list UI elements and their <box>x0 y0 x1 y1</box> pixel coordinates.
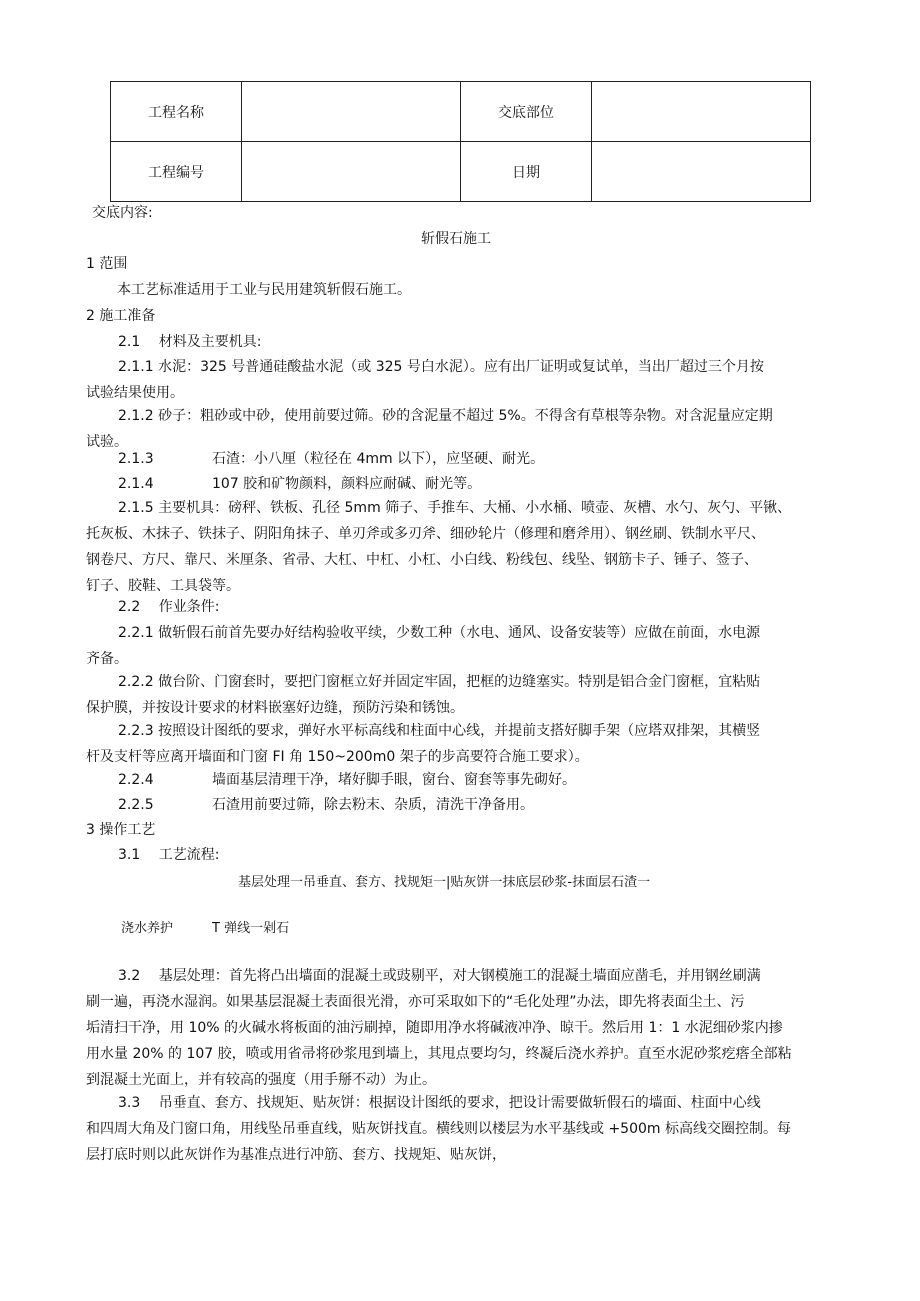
para-line: 杆及支杆等应离开墙面和门窗 FI 角 150~200m0 架子的步高要符合施工要求）。 <box>86 749 589 765</box>
header-row-1 <box>111 82 811 142</box>
header-table <box>110 81 811 202</box>
item-2-2-5-text: 石渣用前要过筛，除去粉末、杂质，清洗干净备用。 <box>212 797 534 813</box>
process-flow-line-1: 基层处理一吊垂直、套方、找规矩一|贴灰饼一抹底层砂浆-抹面层石渣一 <box>238 875 651 890</box>
para-line: 3.2 基层处理：首先将凸出墙面的混凝土或豉剔平，对大钢模施工的混凝土墙面应凿毛，并用钢丝刷满 <box>118 968 761 984</box>
section-2-1: 2.1 材料及主要机具: <box>118 334 262 350</box>
para-line: 托灰板、木抹子、铁抹子、阴阳角抹子、单刃斧或多刃斧、细砂轮片（修理和磨斧用）、钢丝刷、铁制水平尺、 <box>86 526 765 542</box>
section-2-2: 2.2 作业条件: <box>118 599 220 615</box>
para-line: 和四周大角及门窗口角，用线坠吊垂直线，贴灰饼找直。横线则以楼层为水平基线或 +500m 标高线交圈控制。每 <box>86 1121 791 1137</box>
para-2-2-1 <box>86 620 834 672</box>
process-flow-line-2a: 浇水养护 <box>121 921 174 936</box>
para-3-3 <box>86 1090 834 1168</box>
para-line: 2.2.1 做斩假石前首先要办好结构验收平续，少数工种（水电、通风、设备安装等）应做在前面，水电源 <box>118 625 761 641</box>
item-2-2-4-text: 墙面基层清理干净，堵好脚手眼，窗台、窗套等事先砌好。 <box>212 772 576 788</box>
para-line: 试验。 <box>86 434 128 450</box>
project-name-field[interactable] <box>242 82 461 142</box>
para-line: 钉子、胶鞋、工具袋等。 <box>86 578 240 594</box>
para-line: 试验结果使用。 <box>86 385 184 401</box>
item-2-1-3-text: 石渣：小八厘（粒径在 4mm 以下），应坚硬、耐光。 <box>212 451 545 467</box>
item-2-1-4-num: 2.1.4 <box>118 476 154 492</box>
para-line: 层打底时则以此灰饼作为基准点进行冲筋、套方、找规矩、贴灰饼， <box>86 1147 506 1163</box>
handover-part-field[interactable] <box>592 82 811 142</box>
para-3-2 <box>86 963 834 1093</box>
project-no-label: 工程编号 <box>111 142 242 202</box>
para-2-1-5 <box>86 495 834 599</box>
section-3-heading: 3 操作工艺 <box>86 822 156 838</box>
para-2-2-2 <box>86 669 834 721</box>
process-flow-line-2b: T 弹线一剁石 <box>212 921 290 936</box>
section-3-1: 3.1 工艺流程: <box>118 847 220 863</box>
date-field[interactable] <box>592 142 811 202</box>
content-label: 交底内容: <box>92 205 153 221</box>
para-line: 2.1.5 主要机具：磅秤、铁板、孔径 5mm 筛子、手推车、大桶、小水桶、喷壶、灰槽、水勺、灰勺、平锹、 <box>118 500 792 516</box>
para-line: 刷一遍，再浇水湿润。如果基层混凝土表面很光滑，亦可采取如下的“毛化处理”办法，即先将表面尘土、污 <box>86 994 745 1010</box>
section-1-heading: 1 范围 <box>86 256 128 272</box>
para-line: 垢清扫干净，用 10% 的火碱水将板面的油污刷掉，随即用净水将碱液冲净、晾干。然后用 1：1 水泥细砂浆内掺 <box>86 1020 783 1036</box>
para-line: 2.1.2 砂子：粗砂或中砂，使用前要过筛。砂的含泥量不超过 5%。不得含有草根等杂物。对含泥量应定期 <box>118 408 773 424</box>
item-2-2-4-num: 2.2.4 <box>118 772 154 788</box>
para-2-1-2 <box>86 403 834 455</box>
para-line: 齐备。 <box>86 651 128 667</box>
document-title: 斩假石施工 <box>421 231 491 247</box>
item-2-1-3-num: 2.1.3 <box>118 451 154 467</box>
para-line: 到混凝土光面上，并有较高的强度（用手掰不动）为止。 <box>86 1072 436 1088</box>
project-name-label: 工程名称 <box>111 82 242 142</box>
para-line: 保护膜，并按设计要求的材料嵌塞好边缝，预防污染和锈蚀。 <box>86 700 464 716</box>
para-line: 2.1.1 水泥：325 号普通硅酸盐水泥（或 325 号白水泥）。应有出厂证明或复试单，当出厂超过三个月按 <box>118 359 764 375</box>
para-line: 钢卷尺、方尺、靠尺、米厘条、省帚、大杠、中杠、小杠、小白线、粉线包、线坠、钢筋卡子、锤子、签子、 <box>86 552 758 568</box>
item-2-1-4-text: 107 胶和矿物颜料，颜料应耐碱、耐光等。 <box>212 476 482 492</box>
date-label: 日期 <box>461 142 592 202</box>
para-line: 2.2.3 按照设计图纸的要求，弹好水平标高线和柱面中心线，并提前支搭好脚手架（应塔双排架，其横竖 <box>118 723 761 739</box>
section-1-text: 本工艺标准适用于工业与民用建筑斩假石施工。 <box>117 282 411 298</box>
para-line: 用水量 20% 的 107 胶，喷或用省帚将砂浆甩到墙上，其甩点要均匀，终凝后浇水养护。直至水泥砂浆疙瘩全部粘 <box>86 1046 792 1062</box>
para-2-2-3 <box>86 718 834 770</box>
project-no-field[interactable] <box>242 142 461 202</box>
header-row-2 <box>111 142 811 202</box>
para-2-1-1 <box>86 354 834 406</box>
para-line: 2.2.2 做台阶、门窗套时，要把门窗框立好并固定牢固，把框的边缝塞实。特别是铝合金门窗框，宜粘贴 <box>118 674 761 690</box>
para-line: 3.3 吊垂直、套方、找规矩、贴灰饼：根据设计图纸的要求，把设计需要做斩假石的墙面、柱面中心线 <box>118 1095 761 1111</box>
handover-part-label: 交底部位 <box>461 82 592 142</box>
item-2-2-5-num: 2.2.5 <box>118 797 154 813</box>
section-2-heading: 2 施工准备 <box>86 308 156 324</box>
